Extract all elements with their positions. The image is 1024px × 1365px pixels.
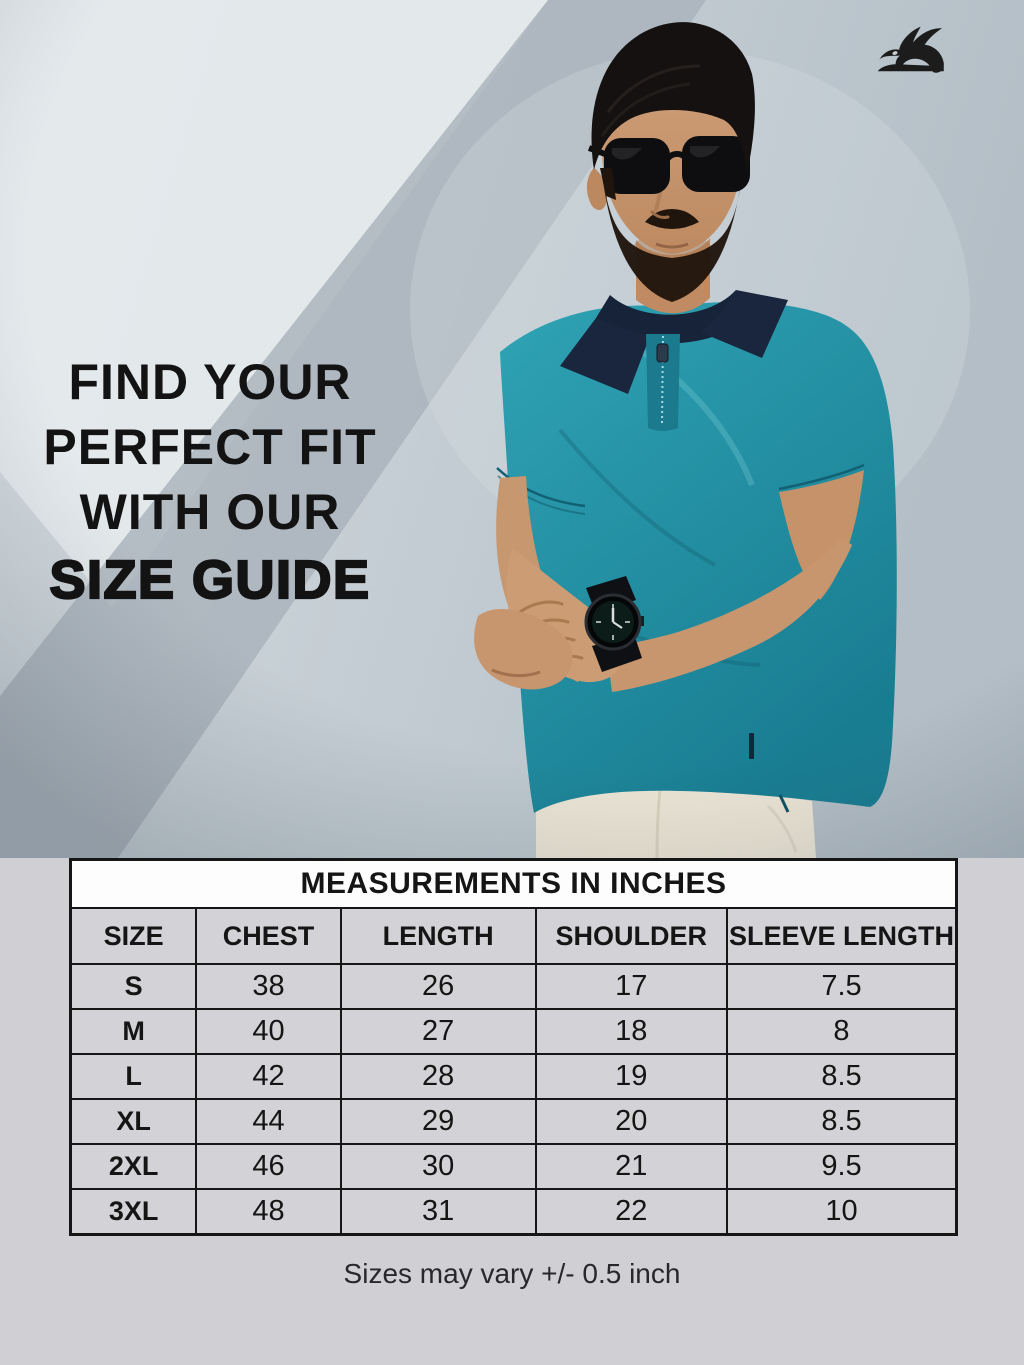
table-row-m	[71, 1009, 957, 1054]
size-table	[69, 858, 958, 1236]
headline-line-2: PERFECT FIT	[43, 419, 377, 475]
cell-sleeve: 8.5	[727, 1054, 957, 1099]
cell-size: XL	[71, 1099, 197, 1144]
cell-length: 30	[341, 1144, 536, 1189]
brand-rabbit-logo-icon	[872, 20, 956, 82]
headline	[8, 350, 412, 615]
col-header-shoulder: SHOULDER	[536, 908, 727, 964]
cell-sleeve: 10	[727, 1189, 957, 1235]
col-header-length: LENGTH	[341, 908, 536, 964]
cell-chest: 38	[196, 964, 340, 1009]
cell-chest: 44	[196, 1099, 340, 1144]
cell-shoulder: 19	[536, 1054, 727, 1099]
cell-shoulder: 21	[536, 1144, 727, 1189]
col-header-chest: CHEST	[196, 908, 340, 964]
table-row-s	[71, 964, 957, 1009]
cell-shoulder: 20	[536, 1099, 727, 1144]
cell-chest: 48	[196, 1189, 340, 1235]
table-title: MEASUREMENTS IN INCHES	[71, 860, 957, 909]
headline-line-4: SIZE GUIDE	[49, 550, 371, 610]
cell-size: 2XL	[71, 1144, 197, 1189]
cell-chest: 46	[196, 1144, 340, 1189]
cell-shoulder: 18	[536, 1009, 727, 1054]
col-header-sleeve-length: SLEEVE LENGTH	[727, 908, 957, 964]
cell-sleeve: 8	[727, 1009, 957, 1054]
cell-sleeve: 7.5	[727, 964, 957, 1009]
table-row-3xl	[71, 1189, 957, 1235]
cell-size: 3XL	[71, 1189, 197, 1235]
size-variance-note: Sizes may vary +/- 0.5 inch	[343, 1258, 681, 1289]
cell-shoulder: 22	[536, 1189, 727, 1235]
cell-size: S	[71, 964, 197, 1009]
table-row-l	[71, 1054, 957, 1099]
cell-length: 31	[341, 1189, 536, 1235]
cell-sleeve: 8.5	[727, 1099, 957, 1144]
headline-line-3: WITH OUR	[79, 484, 341, 540]
headline-line-1: FIND YOUR	[68, 354, 352, 410]
cell-shoulder: 17	[536, 964, 727, 1009]
cell-size: M	[71, 1009, 197, 1054]
cell-chest: 40	[196, 1009, 340, 1054]
cell-length: 28	[341, 1054, 536, 1099]
cell-length: 27	[341, 1009, 536, 1054]
size-table-section	[69, 858, 958, 1236]
table-row-2xl	[71, 1144, 957, 1189]
cell-chest: 42	[196, 1054, 340, 1099]
table-row-xl	[71, 1099, 957, 1144]
col-header-size: SIZE	[71, 908, 197, 964]
cell-length: 29	[341, 1099, 536, 1144]
cell-size: L	[71, 1054, 197, 1099]
cell-length: 26	[341, 964, 536, 1009]
cell-sleeve: 9.5	[727, 1144, 957, 1189]
